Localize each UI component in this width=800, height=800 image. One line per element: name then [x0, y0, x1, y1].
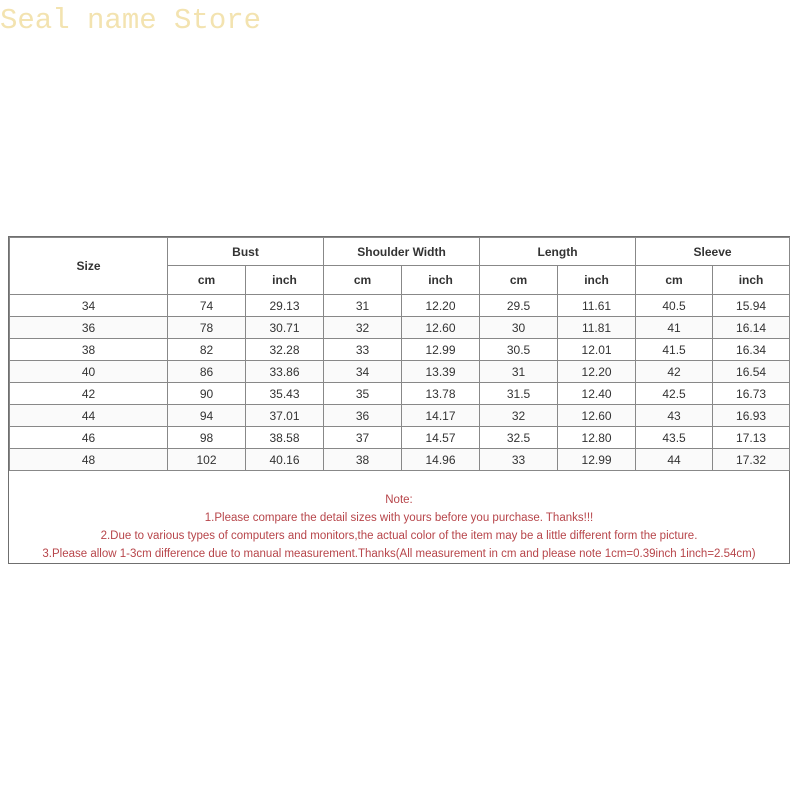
notes-title: Note: — [385, 494, 413, 506]
note-line: 3.Please allow 1-3cm difference due to manual measurement.Thanks(All measurement in cm and please note 1cm=0.39inch 1inch=2.54cm) — [42, 548, 756, 560]
measurement-cell: 43.5 — [636, 427, 713, 449]
size-cell: 42 — [10, 383, 168, 405]
measurement-cell: 36 — [324, 405, 402, 427]
size-cell: 34 — [10, 295, 168, 317]
measurement-cell: 12.40 — [558, 383, 636, 405]
measurement-cell: 33 — [480, 449, 558, 471]
table-row — [10, 295, 790, 317]
unit-header: cm — [636, 266, 713, 295]
unit-header: cm — [480, 266, 558, 295]
measurement-cell: 43 — [636, 405, 713, 427]
size-cell: 48 — [10, 449, 168, 471]
store-watermark: Seal name Store — [0, 4, 262, 37]
measurement-cell: 44 — [636, 449, 713, 471]
measurement-cell: 90 — [168, 383, 246, 405]
note-line: 1.Please compare the detail sizes with yours before you purchase. Thanks!!! — [204, 512, 594, 524]
measurement-cell: 17.13 — [713, 427, 790, 449]
notes-block — [9, 491, 789, 563]
measurement-cell: 12.99 — [402, 339, 480, 361]
table-row — [10, 317, 790, 339]
measurement-cell: 16.93 — [713, 405, 790, 427]
measurement-cell: 38 — [324, 449, 402, 471]
measurement-cell: 12.01 — [558, 339, 636, 361]
measurement-cell: 94 — [168, 405, 246, 427]
unit-header: inch — [246, 266, 324, 295]
table-row — [10, 449, 790, 471]
measurement-cell: 82 — [168, 339, 246, 361]
unit-header: cm — [324, 266, 402, 295]
measurement-cell: 78 — [168, 317, 246, 339]
measurement-cell: 14.96 — [402, 449, 480, 471]
measurement-cell: 35 — [324, 383, 402, 405]
size-chart — [8, 236, 790, 564]
unit-header: inch — [713, 266, 790, 295]
bust-header: Bust — [168, 238, 324, 266]
measurement-cell: 32.5 — [480, 427, 558, 449]
table-row — [10, 405, 790, 427]
table-row — [10, 383, 790, 405]
measurement-cell: 38.58 — [246, 427, 324, 449]
measurement-cell: 42 — [636, 361, 713, 383]
measurement-cell: 13.39 — [402, 361, 480, 383]
measurement-cell: 12.60 — [558, 405, 636, 427]
measurement-cell: 31 — [324, 295, 402, 317]
measurement-cell: 86 — [168, 361, 246, 383]
measurement-cell: 31.5 — [480, 383, 558, 405]
measurement-cell: 11.61 — [558, 295, 636, 317]
measurement-cell: 12.60 — [402, 317, 480, 339]
unit-header: cm — [168, 266, 246, 295]
measurement-cell: 32 — [324, 317, 402, 339]
measurement-cell: 16.73 — [713, 383, 790, 405]
measurement-cell: 41.5 — [636, 339, 713, 361]
measurement-cell: 30.71 — [246, 317, 324, 339]
shoulder-width-header: Shoulder Width — [324, 238, 480, 266]
measurement-cell: 29.5 — [480, 295, 558, 317]
size-cell: 46 — [10, 427, 168, 449]
size-header: Size — [10, 238, 168, 295]
header-row-groups — [10, 238, 790, 266]
size-table — [9, 237, 790, 471]
measurement-cell: 14.57 — [402, 427, 480, 449]
measurement-cell: 40.16 — [246, 449, 324, 471]
measurement-cell: 37 — [324, 427, 402, 449]
measurement-cell: 102 — [168, 449, 246, 471]
length-header: Length — [480, 238, 636, 266]
measurement-cell: 32 — [480, 405, 558, 427]
table-row — [10, 339, 790, 361]
measurement-cell: 29.13 — [246, 295, 324, 317]
size-cell: 38 — [10, 339, 168, 361]
measurement-cell: 74 — [168, 295, 246, 317]
measurement-cell: 40.5 — [636, 295, 713, 317]
measurement-cell: 16.54 — [713, 361, 790, 383]
measurement-cell: 16.34 — [713, 339, 790, 361]
measurement-cell: 17.32 — [713, 449, 790, 471]
measurement-cell: 11.81 — [558, 317, 636, 339]
table-row — [10, 427, 790, 449]
measurement-cell: 13.78 — [402, 383, 480, 405]
size-cell: 40 — [10, 361, 168, 383]
measurement-cell: 14.17 — [402, 405, 480, 427]
size-cell: 44 — [10, 405, 168, 427]
measurement-cell: 15.94 — [713, 295, 790, 317]
measurement-cell: 16.14 — [713, 317, 790, 339]
measurement-cell: 41 — [636, 317, 713, 339]
unit-header: inch — [558, 266, 636, 295]
measurement-cell: 42.5 — [636, 383, 713, 405]
measurement-cell: 98 — [168, 427, 246, 449]
unit-header: inch — [402, 266, 480, 295]
measurement-cell: 12.80 — [558, 427, 636, 449]
size-cell: 36 — [10, 317, 168, 339]
note-line: 2.Due to various types of computers and monitors,the actual color of the item may be a little different form the picture. — [100, 530, 698, 542]
measurement-cell: 37.01 — [246, 405, 324, 427]
size-table-body — [10, 295, 790, 471]
measurement-cell: 31 — [480, 361, 558, 383]
measurement-cell: 12.20 — [558, 361, 636, 383]
measurement-cell: 33 — [324, 339, 402, 361]
measurement-cell: 32.28 — [246, 339, 324, 361]
measurement-cell: 30.5 — [480, 339, 558, 361]
measurement-cell: 33.86 — [246, 361, 324, 383]
measurement-cell: 35.43 — [246, 383, 324, 405]
measurement-cell: 30 — [480, 317, 558, 339]
table-row — [10, 361, 790, 383]
measurement-cell: 34 — [324, 361, 402, 383]
measurement-cell: 12.20 — [402, 295, 480, 317]
sleeve-header: Sleeve — [636, 238, 790, 266]
measurement-cell: 12.99 — [558, 449, 636, 471]
